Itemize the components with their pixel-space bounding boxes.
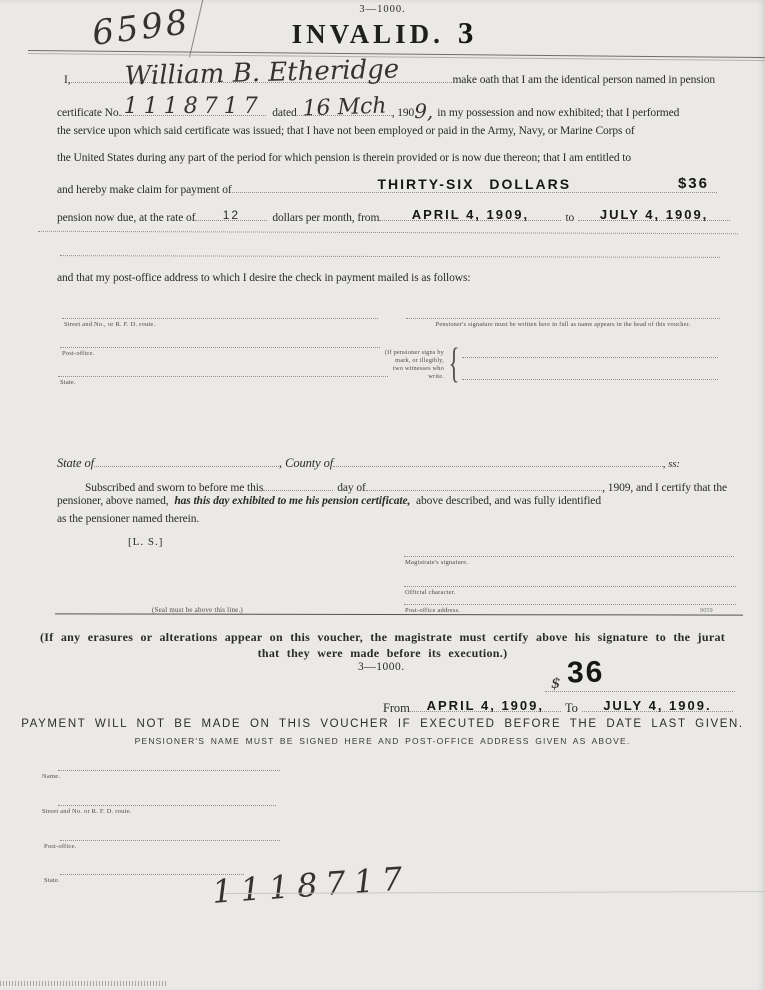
per-month-label: dollars per month, from <box>272 212 380 225</box>
stub-amount-line <box>545 691 735 692</box>
rate-label: pension now due, at the rate of <box>57 212 196 225</box>
seal-note: (Seal must be above this line.) <box>152 606 243 614</box>
sworn-pre: Subscribed and sworn to before me this <box>85 482 264 495</box>
magistrate-signature-label: Magistrate's signature. <box>405 559 469 566</box>
title-stamp-number: 3 <box>457 15 474 50</box>
witness-brace: { <box>448 341 460 387</box>
street-blank-line <box>62 318 378 319</box>
oath-line-1-printed: make oath that I am the identical person named in pension <box>452 74 715 87</box>
magistrate-signature-line <box>404 556 734 557</box>
state-label: State. <box>60 379 76 386</box>
stub-from-label: From <box>383 701 410 716</box>
stub-warning-line-1: PAYMENT WILL NOT BE MADE ON THIS VOUCHER IF EXECUTED BEFORE THE DATE LAST GIVEN. <box>21 718 744 730</box>
pensioner-signature-line <box>406 318 720 319</box>
stub-from-date-stamp: APRIL 4, 1909, <box>426 698 544 714</box>
stub-to-date-stamp: JULY 4, 1909. <box>603 698 712 714</box>
oath-i: I, <box>64 74 71 87</box>
stub-from-blank <box>410 697 561 712</box>
stub-post-office-label: Post-office. <box>44 843 77 850</box>
name-blank-line <box>71 54 453 92</box>
certificate-number-blank <box>121 94 266 119</box>
oath-line-2 <box>57 93 719 123</box>
year-printed: , 190 <box>391 107 415 119</box>
handwritten-date: 16 Mch <box>301 93 387 122</box>
stamped-amount-words: THIRTY-SIX DOLLARS <box>377 176 572 193</box>
payment-of-label: and hereby make claim for payment of <box>57 184 232 197</box>
stub-amount-stamp: 36 <box>566 655 605 690</box>
stamped-to-date: JULY 4, 1909, <box>599 207 709 223</box>
handwritten-certificate-number: 1118717 <box>123 94 264 119</box>
jurat-line-3: as the pensioner named therein. <box>57 513 200 525</box>
state-of-blank <box>94 452 279 467</box>
state-of-label: State of <box>57 456 95 471</box>
pensioner-signature-caption: Pensioner's signature must be written here in full as name appears in the head of this voucher. <box>435 321 691 328</box>
stamped-amount-figure: $36 <box>677 175 709 193</box>
typed-rate-value: 12 <box>222 208 241 223</box>
jurat-line-2-pre: pensioner, above named, <box>57 495 169 507</box>
stub-name-label: Name. <box>42 773 61 780</box>
dated-label: dated <box>272 107 297 119</box>
stub-post-office-line <box>60 840 280 841</box>
scan-artifact-strip <box>0 981 168 986</box>
handwritten-pensioner-name: William B. Etheridge <box>123 54 400 92</box>
amount-blank-line <box>232 175 717 193</box>
oath-line-1 <box>64 54 715 92</box>
month-blank <box>366 476 603 491</box>
ls-seal-mark: [L. S.] <box>128 536 164 548</box>
stub-dollar-sign: $ <box>551 674 561 692</box>
handwritten-year-digit: 9, <box>414 99 434 123</box>
to-word: to <box>565 212 575 225</box>
day-blank <box>263 476 333 491</box>
oath-line-3: the service upon which said certificate was issued; that I have not been employed or paid in the Army, Navy, or Marine Corps of <box>57 125 635 137</box>
erasures-note-line-2: that they were made before its execution.) <box>257 646 508 660</box>
to-date-blank <box>578 206 730 221</box>
witness-line-1 <box>462 357 718 358</box>
form-number-top: 3—1000. <box>359 4 406 15</box>
stub-period-line <box>383 697 733 716</box>
jurat-sworn-line <box>85 476 727 494</box>
date-blank <box>297 93 392 122</box>
state-blank-line <box>58 376 388 377</box>
rate-blank <box>195 206 267 221</box>
jurat-line-2-emphasis: has this day exhibited to me his pension certificate, <box>174 495 411 507</box>
day-of-label: day of <box>337 482 366 495</box>
ss-label: , ss: <box>662 458 680 471</box>
stub-name-line <box>58 770 280 771</box>
erasures-note-line-1: (If any erasures or alterations appear on this voucher, the magistrate must certify above his signature to the jurat <box>39 630 726 644</box>
street-label: Street and No., or R. F. D. route. <box>64 321 156 328</box>
magistrate-post-office-line <box>404 604 736 605</box>
oath-line-4: the United States during any part of the period for which pension is therein provided or is now due thereon; that I am entitled to <box>57 152 631 164</box>
handwritten-certificate-number-bottom: 1118717 <box>210 859 412 911</box>
handwritten-docket-number: 6598 <box>89 2 193 54</box>
continuation-dotted-line <box>60 255 720 258</box>
official-character-label: Official character. <box>405 589 456 596</box>
print-code: 9059 <box>700 608 713 614</box>
post-office-blank-line <box>60 347 380 348</box>
sworn-post: , 1909, and I certify that the <box>602 482 727 495</box>
stub-form-number: 3—1000. <box>358 661 405 673</box>
stub-to-label: To <box>564 701 578 716</box>
oath-line-5 <box>57 175 717 197</box>
stub-street-line <box>58 805 276 806</box>
from-date-blank <box>379 206 561 221</box>
stamped-from-date: APRIL 4, 1909, <box>411 207 530 223</box>
magistrate-post-office-label: Post-office address. <box>405 607 461 614</box>
stub-to-blank <box>582 697 733 712</box>
county-of-label: , County of <box>279 456 334 471</box>
witness-line-2 <box>462 379 718 380</box>
county-of-blank <box>333 452 663 467</box>
certificate-label: certificate No. <box>57 107 122 119</box>
seal-rule <box>55 613 743 615</box>
stub-street-label: Street and No. or R. F. D. route. <box>42 808 132 815</box>
oath-line-6 <box>57 206 730 224</box>
jurat-venue-line <box>57 452 680 471</box>
official-character-line <box>404 586 736 587</box>
page-title: INVALID. <box>291 19 444 49</box>
oath-line-2-printed: in my possession and now exhibited; that I performed <box>437 107 680 119</box>
stub-state-label: State. <box>44 877 60 884</box>
post-office-label: Post-office. <box>62 350 95 357</box>
witness-note: (If pensioner signs by mark, or illegibly, two witnesses who write. <box>384 349 444 380</box>
jurat-line-2 <box>57 495 601 507</box>
address-intro: and that my post-office address to which I desire the check in payment mailed is as follows: <box>57 272 471 284</box>
continuation-dotted-line <box>38 231 738 234</box>
stub-warning-line-2: PENSIONER'S NAME MUST BE SIGNED HERE AND POST-OFFICE ADDRESS GIVEN AS ABOVE. <box>134 736 631 746</box>
jurat-line-2-post: above described, and was fully identified <box>416 495 601 507</box>
